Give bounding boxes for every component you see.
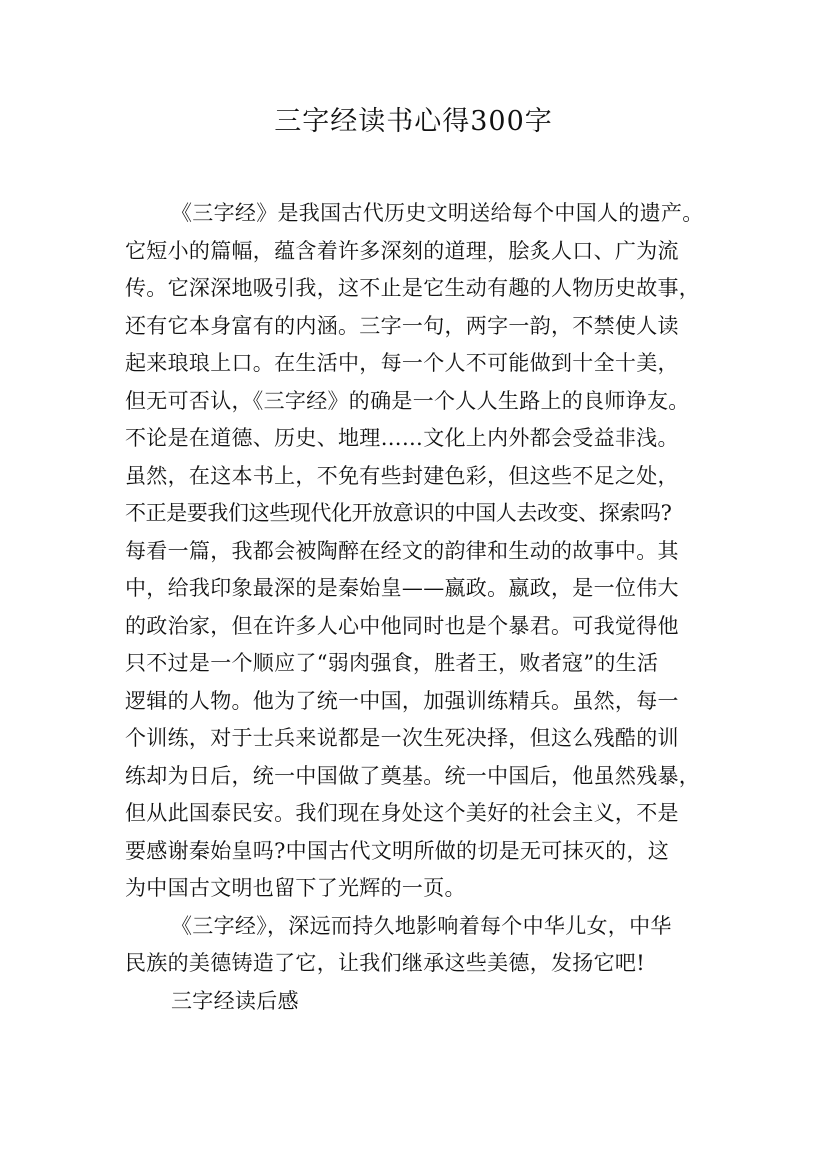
text-line: 它短小的篇幅，蕴含着许多深刻的道理，脍炙人口、广为流 <box>125 238 679 263</box>
text-line: 但从此国泰民安。我们现在身处这个美好的社会主义，不是 <box>125 801 679 825</box>
text-line: 每看一篇，我都会被陶醉在经文的韵律和生动的故事中。其 <box>125 538 679 563</box>
text-line: 只不过是一个顺应了“弱肉强食，胜者王，败者寇”的生活 <box>125 651 659 675</box>
text-line: 《三字经》，深远而持久地影响着每个中华儿女，中华 <box>171 913 672 938</box>
text-line: 《三字经》是我国古代历史文明送给每个中国人的遗产。 <box>171 201 704 225</box>
text-line: 民族的美德铸造了它，让我们继承这些美德，发扬它吧! <box>125 951 645 975</box>
text-line: 三字经读后感 <box>171 988 299 1013</box>
text-line: 个训练，对于士兵来说都是一次生死决择，但这么残酷的训 <box>125 726 679 750</box>
text-line: 中，给我印象最深的是秦始皇——嬴政。嬴政，是一位伟大 <box>125 576 679 600</box>
text-line: 练却为日后，统一中国做了奠基。统一中国后，他虽然残暴， <box>125 763 701 788</box>
text-line: 不论是在道德、历史、地理……文化上内外都会受益非浅。 <box>125 426 679 450</box>
document-title: 三字经读书心得300字 <box>274 106 553 137</box>
text-line: 虽然，在这本书上，不免有些封建色彩，但这些不足之处， <box>125 463 679 488</box>
text-line: 但无可否认，《三字经》的确是一个人人生路上的良师诤友。 <box>125 388 690 413</box>
text-line: 传。它深深地吸引我，这不止是它生动有趣的人物历史故事， <box>125 276 701 300</box>
text-line: 起来琅琅上口。在生活中，每一个人不可能做到十全十美， <box>125 351 679 375</box>
text-line: 不正是要我们这些现代化开放意识的中国人去改变、探索吗? <box>125 501 672 525</box>
text-line: 为中国古文明也留下了光辉的一页。 <box>125 876 466 900</box>
text-line: 的政治家，但在许多人心中他同时也是个暴君。可我觉得他 <box>125 613 679 638</box>
document-body <box>125 195 710 1020</box>
text-line: 还有它本身富有的内涵。三字一句，两字一韵，不禁使人读 <box>125 313 679 338</box>
text-line: 要感谢秦始皇吗?中国古代文明所做的切是无可抹灭的，这 <box>125 838 670 863</box>
text-line: 逻辑的人物。他为了统一中国，加强训练精兵。虽然，每一 <box>125 688 679 713</box>
